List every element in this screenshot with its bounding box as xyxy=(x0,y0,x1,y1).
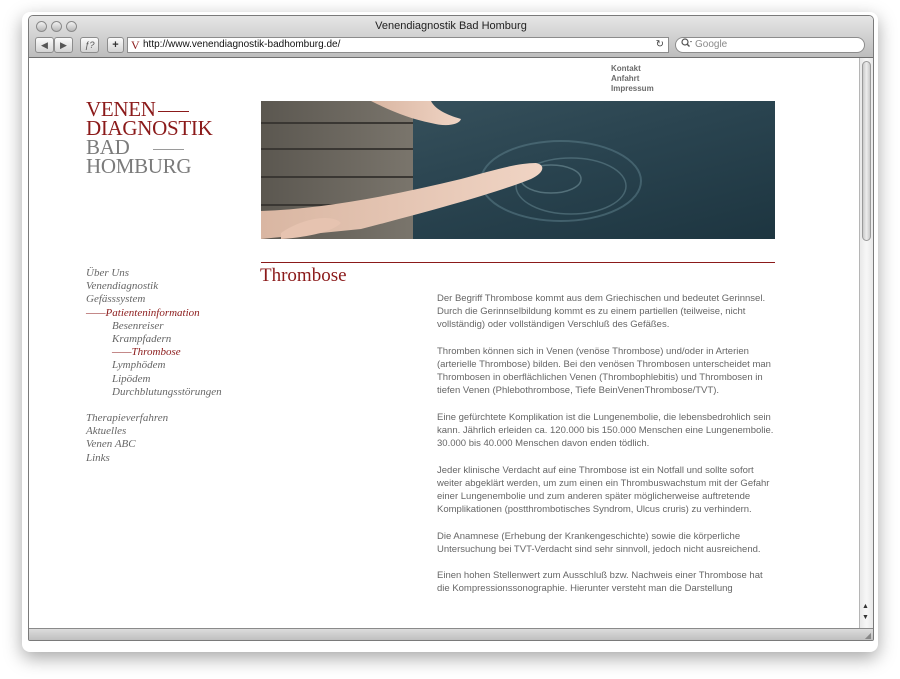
nav-item-venen-abc[interactable]: Venen ABC xyxy=(86,438,136,451)
nav-item-lymphoedem[interactable]: Lymphödem xyxy=(112,359,166,372)
top-links xyxy=(611,64,654,94)
nav-item-aktuelles[interactable]: Aktuelles xyxy=(86,425,127,438)
search-placeholder: Google xyxy=(695,39,728,50)
forward-button[interactable]: ▶ xyxy=(54,37,73,53)
vertical-scrollbar[interactable] xyxy=(859,58,873,628)
logo-rule-red xyxy=(158,111,189,112)
nav-item-krampfadern[interactable]: Krampfadern xyxy=(112,333,172,346)
title-bar xyxy=(29,16,873,58)
paragraph: Einen hohen Stellenwert zum Ausschluß bzw. Nachweis einer Thrombose hat die Kompressionssonographie. Hierunter versteht man die Darstellung xyxy=(437,570,763,595)
url-text[interactable]: http://www.venendiagnostik-badhomburg.de/ xyxy=(143,39,341,50)
nav-item-thrombose[interactable]: ——Thrombose xyxy=(112,346,181,359)
nav-item-links[interactable]: Links xyxy=(86,451,110,464)
paragraph: Der Begriff Thrombose kommt aus dem Griechischen und bedeutet Gerinnsel. Durch die Gerinnselbildung kommt es zu einem partiellen (teilweise, nicht vollständig) oder vollständigen Verschluß des Gefäßes. xyxy=(437,293,766,331)
address-bar[interactable] xyxy=(127,37,669,53)
paragraph: Jeder klinische Verdacht auf eine Thrombose ist ein Notfall und sollte sofort weiter abgeklärt werden, um zum einen ein Thrombuswachstum mit der Gefahr einer Lungenembolie und zum anderen später möglicherweise auftretende Komplikationen (postthrombotisches Syndrom, Ulcus cruris) zu verhindern. xyxy=(437,464,770,516)
logo-line-diagnostik: DIAGNOSTIK xyxy=(86,116,213,140)
logo-rule-gray xyxy=(153,149,184,150)
page-viewport xyxy=(29,58,859,628)
nav-item-venendiagnostik[interactable]: Venendiagnostik xyxy=(86,280,159,293)
nav-item-ueber-uns[interactable]: Über Uns xyxy=(86,267,130,279)
sidebar-nav xyxy=(86,267,222,465)
scroll-down-icon[interactable]: ▼ xyxy=(862,614,869,621)
site-favicon-icon: V xyxy=(131,38,140,52)
nav-item-lipoedem[interactable]: Lipödem xyxy=(112,372,151,385)
impressum-link[interactable]: Impressum xyxy=(611,84,654,93)
nav-spacer xyxy=(86,399,222,412)
back-button[interactable]: ◀ xyxy=(35,37,54,53)
anfahrt-link[interactable]: Anfahrt xyxy=(611,74,640,83)
nav-item-gefaesssystem[interactable]: Gefässsystem xyxy=(86,293,146,306)
logo-line-venen: VENEN xyxy=(86,97,156,121)
site-logo[interactable] xyxy=(86,97,213,178)
nav-item-therapieverfahren[interactable]: Therapieverfahren xyxy=(86,412,169,425)
magnifier-icon[interactable] xyxy=(681,38,693,53)
nav-item-durchblutungsstoerungen[interactable]: Durchblutungsstörungen xyxy=(112,385,222,398)
hero-image-feet-on-dock xyxy=(261,101,775,239)
logo-line-bad: BAD xyxy=(86,135,130,159)
paragraph: Die Anamnese (Erhebung der Krankengeschichte) sowie die körperliche Untersuchung bei TVT-Verdacht sind sehr sinnvoll, jedoch nicht ausreichend. xyxy=(437,530,761,555)
nav-item-patienteninformation[interactable]: ——Patienteninformation xyxy=(86,306,200,319)
search-field[interactable] xyxy=(675,37,865,53)
reload-icon[interactable]: ↻ xyxy=(655,39,664,50)
nav-item-besenreiser[interactable]: Besenreiser xyxy=(112,319,164,332)
resize-grip-icon[interactable]: ◢ xyxy=(864,631,871,640)
scroll-up-icon[interactable]: ▲ xyxy=(862,603,869,610)
browser-window xyxy=(28,15,874,641)
title-divider xyxy=(261,262,775,263)
article-body xyxy=(437,292,777,609)
page-title: Thrombose xyxy=(260,265,347,286)
logo-line-homburg: HOMBURG xyxy=(86,154,192,178)
scrollbar-thumb[interactable] xyxy=(862,61,871,241)
snapback-button[interactable]: ƒ? xyxy=(80,37,99,53)
paragraph: Thromben können sich in Venen (venöse Thrombose) und/oder in Arterien (arterielle Thrombose) bilden. Bei den venösen Thrombosen unterscheidet man Thrombosen in oberflächlichen Venen (Thrombophlebitis) und Thrombosen in tiefen Venen (Phlebothrombose, Tiefe BeinVenenThrombose/TVT). xyxy=(437,345,771,397)
paragraph: Eine gefürchtete Komplikation ist die Lungenembolie, die lebensbedrohlich sein kann. Jährlich erleiden ca. 120.000 bis 150.000 Menschen eine Lungenembolie. 30.000 bis 40.000 Menschen davon enden tödlich. xyxy=(437,411,774,450)
kontakt-link[interactable]: Kontakt xyxy=(611,64,641,73)
status-bar xyxy=(29,628,873,641)
window-title: Venendiagnostik Bad Homburg xyxy=(375,20,527,32)
add-bookmark-button[interactable]: + xyxy=(107,37,124,53)
